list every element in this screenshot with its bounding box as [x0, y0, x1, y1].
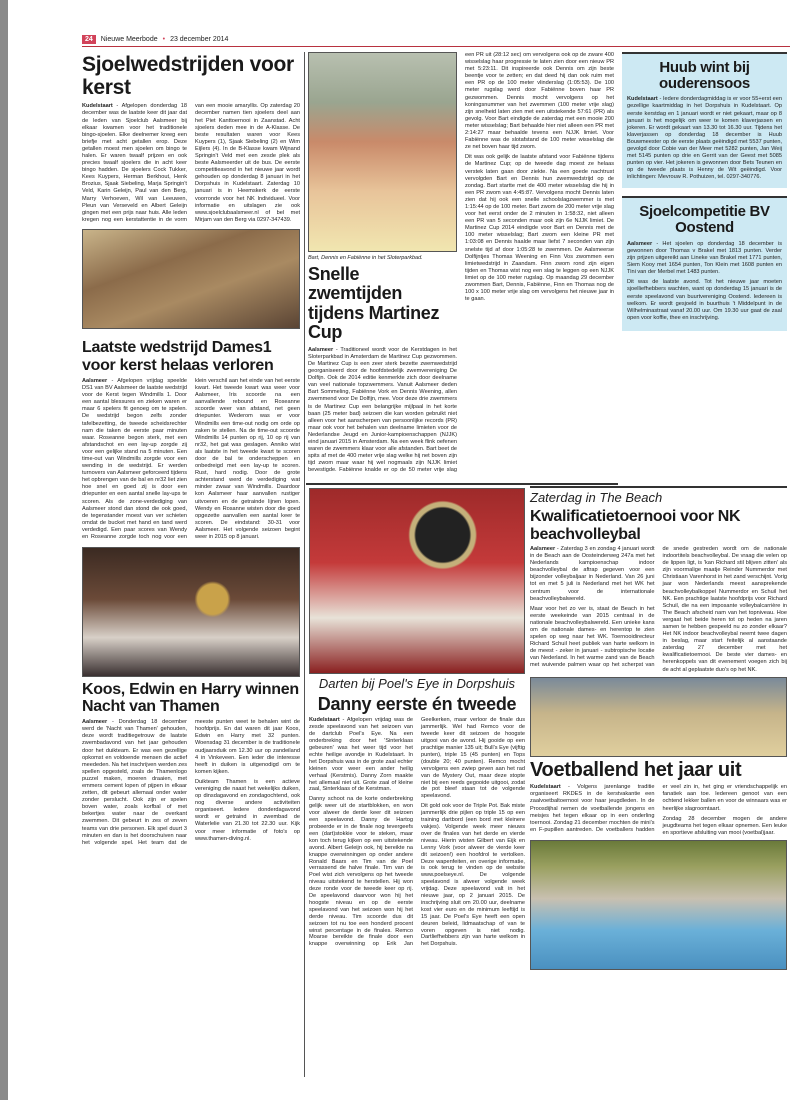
dateline: Kudelstaart [530, 784, 561, 791]
column-rule [304, 52, 305, 1077]
martinez-headline: Snelle zwemtijden tijdens Martinez Cup [308, 264, 440, 343]
left-column [82, 54, 300, 847]
dateline: Aalsmeer [530, 545, 556, 552]
beach-photo [530, 677, 787, 757]
article-body: - Donderdag 18 december werd de 'Nacht van Thamen' gehouden, deze wordt traditiegetrouw de laatste zwembadavond van het jaar gehouden door het duikteam. Er was een gezellige opkomst en voldoende mensen die actief meededen. Na het inschrijven werden zes spellen opgesteld, zoals de Thamenlogo puzzel maken, moeren draaien, met emmers cement lopen of pijpen in elkaar zetten, dit gebeurt allemaal onder water zonder perslucht. Ook zijn er spelen boven water, zoals korfbal of met bekertjes water naar de overkant zwemmen. Dit gebeurt in zes of zeven teams van drie personen. Elk spel duurt 3 minuten en dan is het doorschuiven naar het volgende spel. Het team dat de meeste punten weet te behalen wint de hoofdprijs. En dat waren dit jaar Koos, Edwin en Harry met 32 punten. Woensdag 31 december is de traditionele oudjaarsduik om 12.30 uur op zandeiland 4 in Vinkeveen. Een ieder die interesse heeft in duiken is uitgenodigd om te komen kijken. [82, 719, 300, 846]
paper-name: Nieuwe Meerbode [100, 36, 158, 43]
football-photo [530, 840, 787, 970]
huub-box [622, 52, 787, 188]
dart-photo [309, 488, 525, 674]
beach-kicker: Zaterdag in The Beach [530, 489, 663, 505]
article-body-2: Zondag 28 december mogen de andere jeugdteams het tegen elkaar opnemen. Een leuke en sportieve afsluiting van mooi (voetbal)jaar. [662, 815, 787, 836]
dateline: Kudelstaart [309, 717, 340, 724]
dames-headline: Laatste wedstrijd Dames1 voor kerst helaas verloren [82, 339, 274, 374]
dateline: Aalsmeer [308, 346, 334, 353]
page-header [82, 33, 790, 47]
photo-caption: Bart, Dennis en Fabiënne in het Sloterparkbad. [308, 255, 423, 261]
dames-article [82, 378, 300, 543]
oostend-headline: Sjoelcompetitie BV Oostend [639, 202, 770, 236]
article-body: - Afgelopen donderdag 18 december was de laatste keer dit jaar dat de leden van Sjoelclub Aalsmeer bij elkaar kwamen voor het traditionele bingo-sjoelen. Elke deelnemer kreeg een briefje met acht getallen erop. Deze getallen moest men sjoelen om bingo te halen. Er waren twaalf prijzen en ook precies twaalf sjoelers die in acht keer bingo hadden. De sjoelers Cock Tukker, Kees Kuypers, Herman Berkhout, Henk Brozius, Sjaak Siebeling, Marja Springin't Veld, Karin Geleijn, Paul van den Berg, Marry Verhoeven, Wil van Leeuwen, Pleun van Verseveld en Albert Geleijn gingen met een prijs naar huis. Alle leden kregen nog een kerstattentie in de vorm van een mooie amaryllis. Op zaterdag 20 december namen tien sjoelers deel aan het Piet Kanttoernooi in Zaanstad. Acht sjoelers deden mee in de A-Klasse. De beste resultaten waren voor Kees Kuypers (1), Sjaak Siebeling (2) en Wim Eijlers (4). In de B-Klasse kwam Wijnand Springin't Veld met een zesde plek als beste Aalsmeerder uit de bus. De eerste competitieavond in het nieuwe jaar wordt gehouden op donderdag 8 januari in het Dorpshuis in Kudelstaart. Zaterdag 10 januari is in Heemskerk de eerste voorronde voor het NK Individueel. Voor informatie en uitslagen zie ook www.sjoelclubaalsmeer.nl of bel met Mirjam van den Berg via 0297-347439. [82, 103, 300, 223]
article-body-2: Duikteam Thamen is een actieve vereniging die naast het wekelijks duiken, op dinsdagavond en zondagochtend, ook nog diverse andere activiteiten organiseert. Iedere donderdagavond wordt er getraind in zwembad de Waterlelie van 21.30 tot 22.30 uur. Kijk voor meer informatie of foto's op www.thamen-diving.nl. [195, 778, 300, 842]
article-body: - Traditioneel wordt voor de Kerstdagen in het Sloterparkbad in Amsterdam de Martinez Cup gezwommen. De Martinez Cup is een zeer sterk bezette zwemwedstrijd georganiseerd door de hoofdstedelijk zwemvereniging De Dolfijn. Ook de 2014 editie kenmerkte zich door deelname van veel nationale topzwemmers. Vanuit Aalsmeer deden Bart Sommeling, Fabiënne Vork en Dennis Weening, allen zwemmend voor De Dolfijn, mee. Voor deze drie zwemmers is de Martinez Cup een belangrijke mijlpaal in het korte baan (25 meter bad) seizoen die kan worden gebruikt niet alleen voor het aanscherpen van persoonlijke records (PR) maar ook voor het behalen van deelname limieten voor de Nederlandse Jeugd en Junior-kampioenschappen (NJJK) eind januari 2015 in Amsterdam. Na een week flink oefenen waren de zwemmers klaar voor alle afstanden. Bart beet de spits af met de 400 meter vrije slag welke hij net boven zijn tijd zwom maar waar hij wel nogmaals zijn NJJK limiet bevestigde. Fabiënne knalde er op de 50 meter vrije slag een PR uit (28:12 sec) om vervolgens ook op de zware 400 wisselslag haar progressie te laten zien door een nieuw PR met 5:23:11. Dit inspireerde ook Dennis om zijn beste beentje voor te zetten; en dat deed hij dan ook ruim met een PR op de 100 meter vlinderslag (1:05:53). De 100 meter rugslag werd door Fabiënne boven haar PR gezwommen. Dennis mocht vervolgens op het koningsnummer van het zwemmen (100 meter vrije slag) zijn snelheid laten zien met een uitstekende 57:61 (PR) als gevolg. Voor Bart eindigde de zaterdag met een mooie 200 meter wisselslag; Bart behaalde hier niet alleen een PR met 2:14:27 maar behaalde tevens een NJJK limiet. Voor Fabiënne was de slotafstand de 100 meter wisselslag die ze net boven haar tijd zwom. [308, 52, 614, 474]
voetbal-article [530, 784, 787, 837]
right-boxes [622, 52, 787, 331]
article-body-3: Dit gold ook voor de Triple Pot. Bak miste jammerlijk drie pijlen op triple 15 op een training dartbord (een bord met kleinere vakjes). Volgende week meer nieuws over de finales van het derde en vierde niveau. Hierin wisten Gilbert van Eijk en Lenny Vork (voor alweer de vierde keer dit seizoen!) een hoofdrol te vertolken. Deze wapenfeiten, en overige informatie, is ook terug te vinden op de website www.poelseye.nl. De volgende speelavond is alweer volgende week vrijdag. Deze speelavond valt in het nieuwe jaar, op 2 januari 2015. De inschrijving sluit om 20.00 uur, deelname kost vier euro en de minimum leeftijd is 15 jaar. De Poel's Eye heeft een open deuren beleid, lidmaatschap of van te voren opgeven is niet nodig. Dartliefhebbers zijn van harte welkom in het Dorpshuis. [421, 803, 525, 948]
koos-photo [82, 547, 300, 677]
swimmers-photo [308, 52, 457, 252]
beach-voetbal-section [530, 486, 787, 970]
huub-headline: Huub wint bij ouderensoos [659, 59, 750, 93]
issue-date: 23 december 2014 [170, 36, 229, 43]
article-body-2: Danny schoot na de korte onderbreking gelijk weer uit de startblokken, en won voor alweer de derde keer dit seizoen een speelavond. Danny de Hartog probeerde er in de finale nog tevergeefs een (dart)stokkie voor te steken, maar kon toch terug kijken op een uitstekende avond. Albert Geleijn ook, hij bereikte na knappe overwinningen op onder andere Ronald Baars en Tim van de Poel verrassend de halve finale. Tim van de Poel wist zich vervolgens op het tweede niveau uitstekend te herstellen. Hij won deze ronde voor de tweede keer op rij. De speelavond daarvoor won hij het hoogste niveau en op de eerste speelavond van het seizoen won hij het derde niveau. Tim scoorde dus dit seizoen tot nu toe een honderd procent winst percentage in de finales. Remco Moarse bereikte de finale door een knappe overwinning op Erik Jan Geelkerken, maar verloor de finale dus jammerlijk. Wel had Remco voor de tweede keer dit seizoen de hoogste uitgooi van de avond. Hij gooide op een prachtige manier 135 uit; Bull's Eye (vijftig punten), triple 15 (45 punten) en Tops (double 20; 40 punten). Remco mocht vervolgens een zwiep geven aan het rad van de Mystery Out, maar deze stopte niet bij een reeds gegooide uitgooi, zodat de pot bleef staan tot de volgende speelavond. [309, 717, 525, 948]
article-body-2: Maar voor het zo ver is, staat de Beach in het eerste weekeinde van 2015 centraal in de nationale beachvolleybalwereld. Een unieke kans om de nationale dames- en herentop te zien spelen op weg naar het WK. Toernooidirecteur Richard Schuil heet publiek van harte welkom in de meest - zeker in januari - subtropische locatie van Nederland. In het warme zand van de Beach met wuivende palmen waar op het scherpst van de snede gestreden wordt om de nationale indoortitels beachvolleybal. De vraag die velen op de lippen ligt, is 'kan Richard stil blijven zitten' als zijn voormalige maatje Reinder Nummerdor met Christiaan Varenhorst in het zand verschijnt. Vorig jaar won Nederlands meest aansprekende beachvolleybalkoppel Nummerdor en Schuil het NK. Een prachtige laatste hoofdprijs voor Richard Schuil, die na een imposante volleybalcarrière in The Beach afscheid nam van het topniveau. Hoe vergaat het beide heren tot op heden na jaren samen te hebben gespeeld nu zo zonder elkaar? Het NK indoor beachvolleybal neemt twee dagen in beslag, maar start feitelijk al aanstaande zaterdag 27 december met het kwalificatietoernooi. De beste vier dames- en herenkoppels van dit evenement voegen zich bij de acht al geplaatste duo's op het NK. [530, 545, 787, 673]
article-body: - Afgelopen vrijdag speelde DS1 van BV Aalsmeer de laatste wedstrijd voor de Kerst tegen Windmills 1. Door een aantal blessures en zieken waren er maar 6 spelers fit genoeg om te spelen. De wedstrijd begon zelfs zonder tafelbezetting, de tweede scheidsrechter nam die taken de eerste paar minuten waar. Roseanne begon sterk, met een afstandschot en een lay-up zorgde zij voor een gelijke stand na 5 minuten. Een time-out van Windmills zorgde voor een wending in de wedstrijd. Er werden turnovers van Aalsmeer geforceerd tijdens het opbrengen van de bal en nr32 liet zien hoe snel en goed zij is door een driepunter en een aantal snelle lay-ups te scoren. Als de zone-verdediging van Aalsmeer stond dan stond die ook goed, de tegenstander moest van ver schieten omdat de bucket met hand en tand werd verdedigd. Een paar scores van Wendy en Roseanne zorgde toch nog voor een klein verschil aan het einde van het eerste kwart. Het tweede kwart was weer voor Aalsmeer, Iris scoorde na een aanvallende rebound en Roseanne scoorde weer van afstand, net geen driepunter. Wederom was er voor Windmills een time-out nodig om orde op zaken te stellen. Na de time-out scoorde Windmills 14 punten op rij, 10 op rij van nr32, het gat was geslagen. Anniko wist als laatste in het tweede kwart te scoren door de bal te onderscheppen en onbedreigd met een lay-up te scoren. Rust, hard nodig. Door de grote achterstand werd de verdediging wat minder zwaar van Windmills. Daardoor kon Aalsmeer haar aanvallen rustiger uitvoeren en de getrainde lijnen lopen. Wendy en Rosanne wisten door die goed opgezette aanvallen een aantal keer te scoren. De eindstand: 30-31 voor Aalsmeer. Het volgende seizoen begint weer in 2015 op 8 januari. [82, 377, 300, 541]
divider [306, 483, 618, 485]
divider [530, 486, 787, 488]
voetbal-headline: Voetballend het jaar uit [530, 758, 742, 781]
sjoel-photo [82, 229, 300, 329]
page-number: 24 [82, 35, 96, 44]
article-body: - Het sjoelen op donderdag 18 december is gewonnen door Thomas v Brakel met 1813 punten. Verder zijn prijzen uitgereikt aan Lineke van Brakel met 1771 punten, Siem Kooy met 1654 punten, Ton Klein met 1608 punten en Tini van der Merbel met 1483 punten. [627, 240, 782, 276]
dateline: Aalsmeer [627, 240, 653, 247]
article-body: - Afgelopen vrijdag was de zesde speelavond van het seizoen van de dartclub Poel's Eye. Na een onderbreking door het 'Sinterklaas gebeuren' was het weer tijd voor het echte heilige avondje in Kudelstaart. In het Dorpshuis was in de grote zaal echter kleinen voor weer een ander heilig verhaal (Kerstmis). Danny Zorn maakte het allemaal niet uit. Grote zaal of kleine zaal, Sinterklaas of de Kerstman. [309, 717, 413, 793]
article-body-2: Dit was ook gelijk de laatste afstand voor Fabiënne tijdens de Martinez Cup; op de tweede dag moest ze helaas verstek laten gaan door ziekte. Na een goede nachtrust vervolgden Bart en Dennis hun zwemwedstrijd op de zondag. Bart startte met de 400 meter wisselslag die hij in een PR zwom van 4:45:87. Vervolgens mocht Dennis laten zien dat hij ook een snelle schoolslagzwemmer is met 1:15:44 op de 100 meter. Bart zwom de 200 meter vrije slag voor het eerst onder de 2 minuten in 1:58:32, niet alleen een PR van 5 seconden maar ook zijn 6e NJJK limiet. De Martinez Cup 2014 eindigde voor Bart en Dennis met de 100 meter wisselslag; Bart zwom een kleine PR met 1:03:08 en Dennis haalde maar liefst 7 seconden van zijn snelste tijd af door 1:05:28 te zwemmen. De Aalsmeerse Dolfijntjes Thomas Weening en Finn Vos zwommen een limietwedstrijd in Zaandam. Finn zwom rond zijn eigen tijden en Thomas wist nog een slag te leggen op een NJJK limiet op de 100 meter rugslag. Op maandag 29 december zwommen Bart, Dennis, Fabiënne, Finn en Thomas nog de 100 x 100 meter vrije slag om vervolgens het nieuwe jaar in te gaan. [465, 154, 614, 303]
koos-article [82, 719, 300, 847]
dateline: Kudelstaart [627, 96, 658, 103]
dateline: Aalsmeer [82, 719, 108, 726]
darten-section [309, 488, 525, 950]
article-body: - Zaterdag 3 en zondag 4 januari wordt in de Beach aan de Oosteinderweg 247a met het Nederlands kampioenschap indoor beachvolleybal de aftrap gegeven voor een bijzonder volleybaljaar in Nederland. Van 26 juni tot en met 5 juli is Nederland met het WK het centrum voor de internationale beachvolleybalwereld. [530, 545, 655, 602]
darten-kicker: Darten bij Poel's Eye in Dorpshuis [318, 676, 516, 691]
article-body: - Volgens jarenlange traditie organiseert RKDES in de kerstvakantie een zaalvoetbaltoernooi voor haar jeugdleden. In de Proosdijhal nemen de voetballende jongens en meisjes het tegen elkaar op in een onderling toernooi. Zondag 21 december mochten de mini's en F-pupillen aantreden. De voetballers hadden er veel zin in, het ging er vriendschappelijk en fanatiek aan toe. Iedereen genoot van een ochtend lekker ballen en voor de winnaars was er heerlijke slagroomtaart. [530, 784, 787, 833]
martinez-section [308, 52, 614, 480]
dateline: Kudelstaart [82, 103, 113, 110]
darten-article [309, 717, 525, 949]
article-body: - Iedere donderdagmiddag is er voor 55+erst een gezellige kaartmiddag in het Dorpshuis in Kudelstaart. Op eerste kerstdag en 1 januari wordt er niet gekaart, maar op 8 januari is het mogelijk om weer te komen klaverjassen en jokeren. Er wordt gekaart van 13.30 tot 16.30 uur. Tijdens het klaverjassen op donderdag 18 december is Huub Bouwmeester op de eerste plaats geëindigd met 5537 punten, gevolgd door Cobie van der Meer met 5282 punten, Jan Weij met 5145 punten op drie en Gerrit van der Geest met 5085 punten op vier. Het jokeren is gewonnen door Bets Teunen en op de tweede plaats is Henny de Wit geëindigd. Voor inlichtingen: Mevrouw R. Pothuizen, tel. 0297-340776. [627, 96, 782, 181]
article-body-2: Dit was de laatste avond. Tot het nieuwe jaar moeten sjoelliefhebbers wachten, want op donderdag 15 januari is de eerste speelavond van buurtvereniging Oostend. Iedereen is welkom. Er wordt gesjoeld in buurthuis 't Middelpunt in de Wilhelminastraat vanaf 20.00 uur. Om 19.30 uur gaat de zaal open voor koffie, thee en inschrijving. [627, 279, 782, 321]
dateline: Aalsmeer [82, 377, 108, 384]
sjoel-article [82, 103, 300, 225]
oostend-box [622, 196, 787, 331]
beach-article [530, 546, 787, 674]
darten-headline: Danny eerste én tweede [317, 693, 517, 714]
beach-headline: Kwalificatietoernooi voor NK beachvolleybal [530, 508, 741, 543]
sjoel-headline: Sjoelwedstrijden voor kerst [82, 53, 294, 99]
scan-edge [0, 0, 8, 1100]
koos-headline: Koos, Edwin en Harry winnen Nacht van Thamen [82, 680, 299, 715]
header-separator: • [162, 36, 166, 43]
